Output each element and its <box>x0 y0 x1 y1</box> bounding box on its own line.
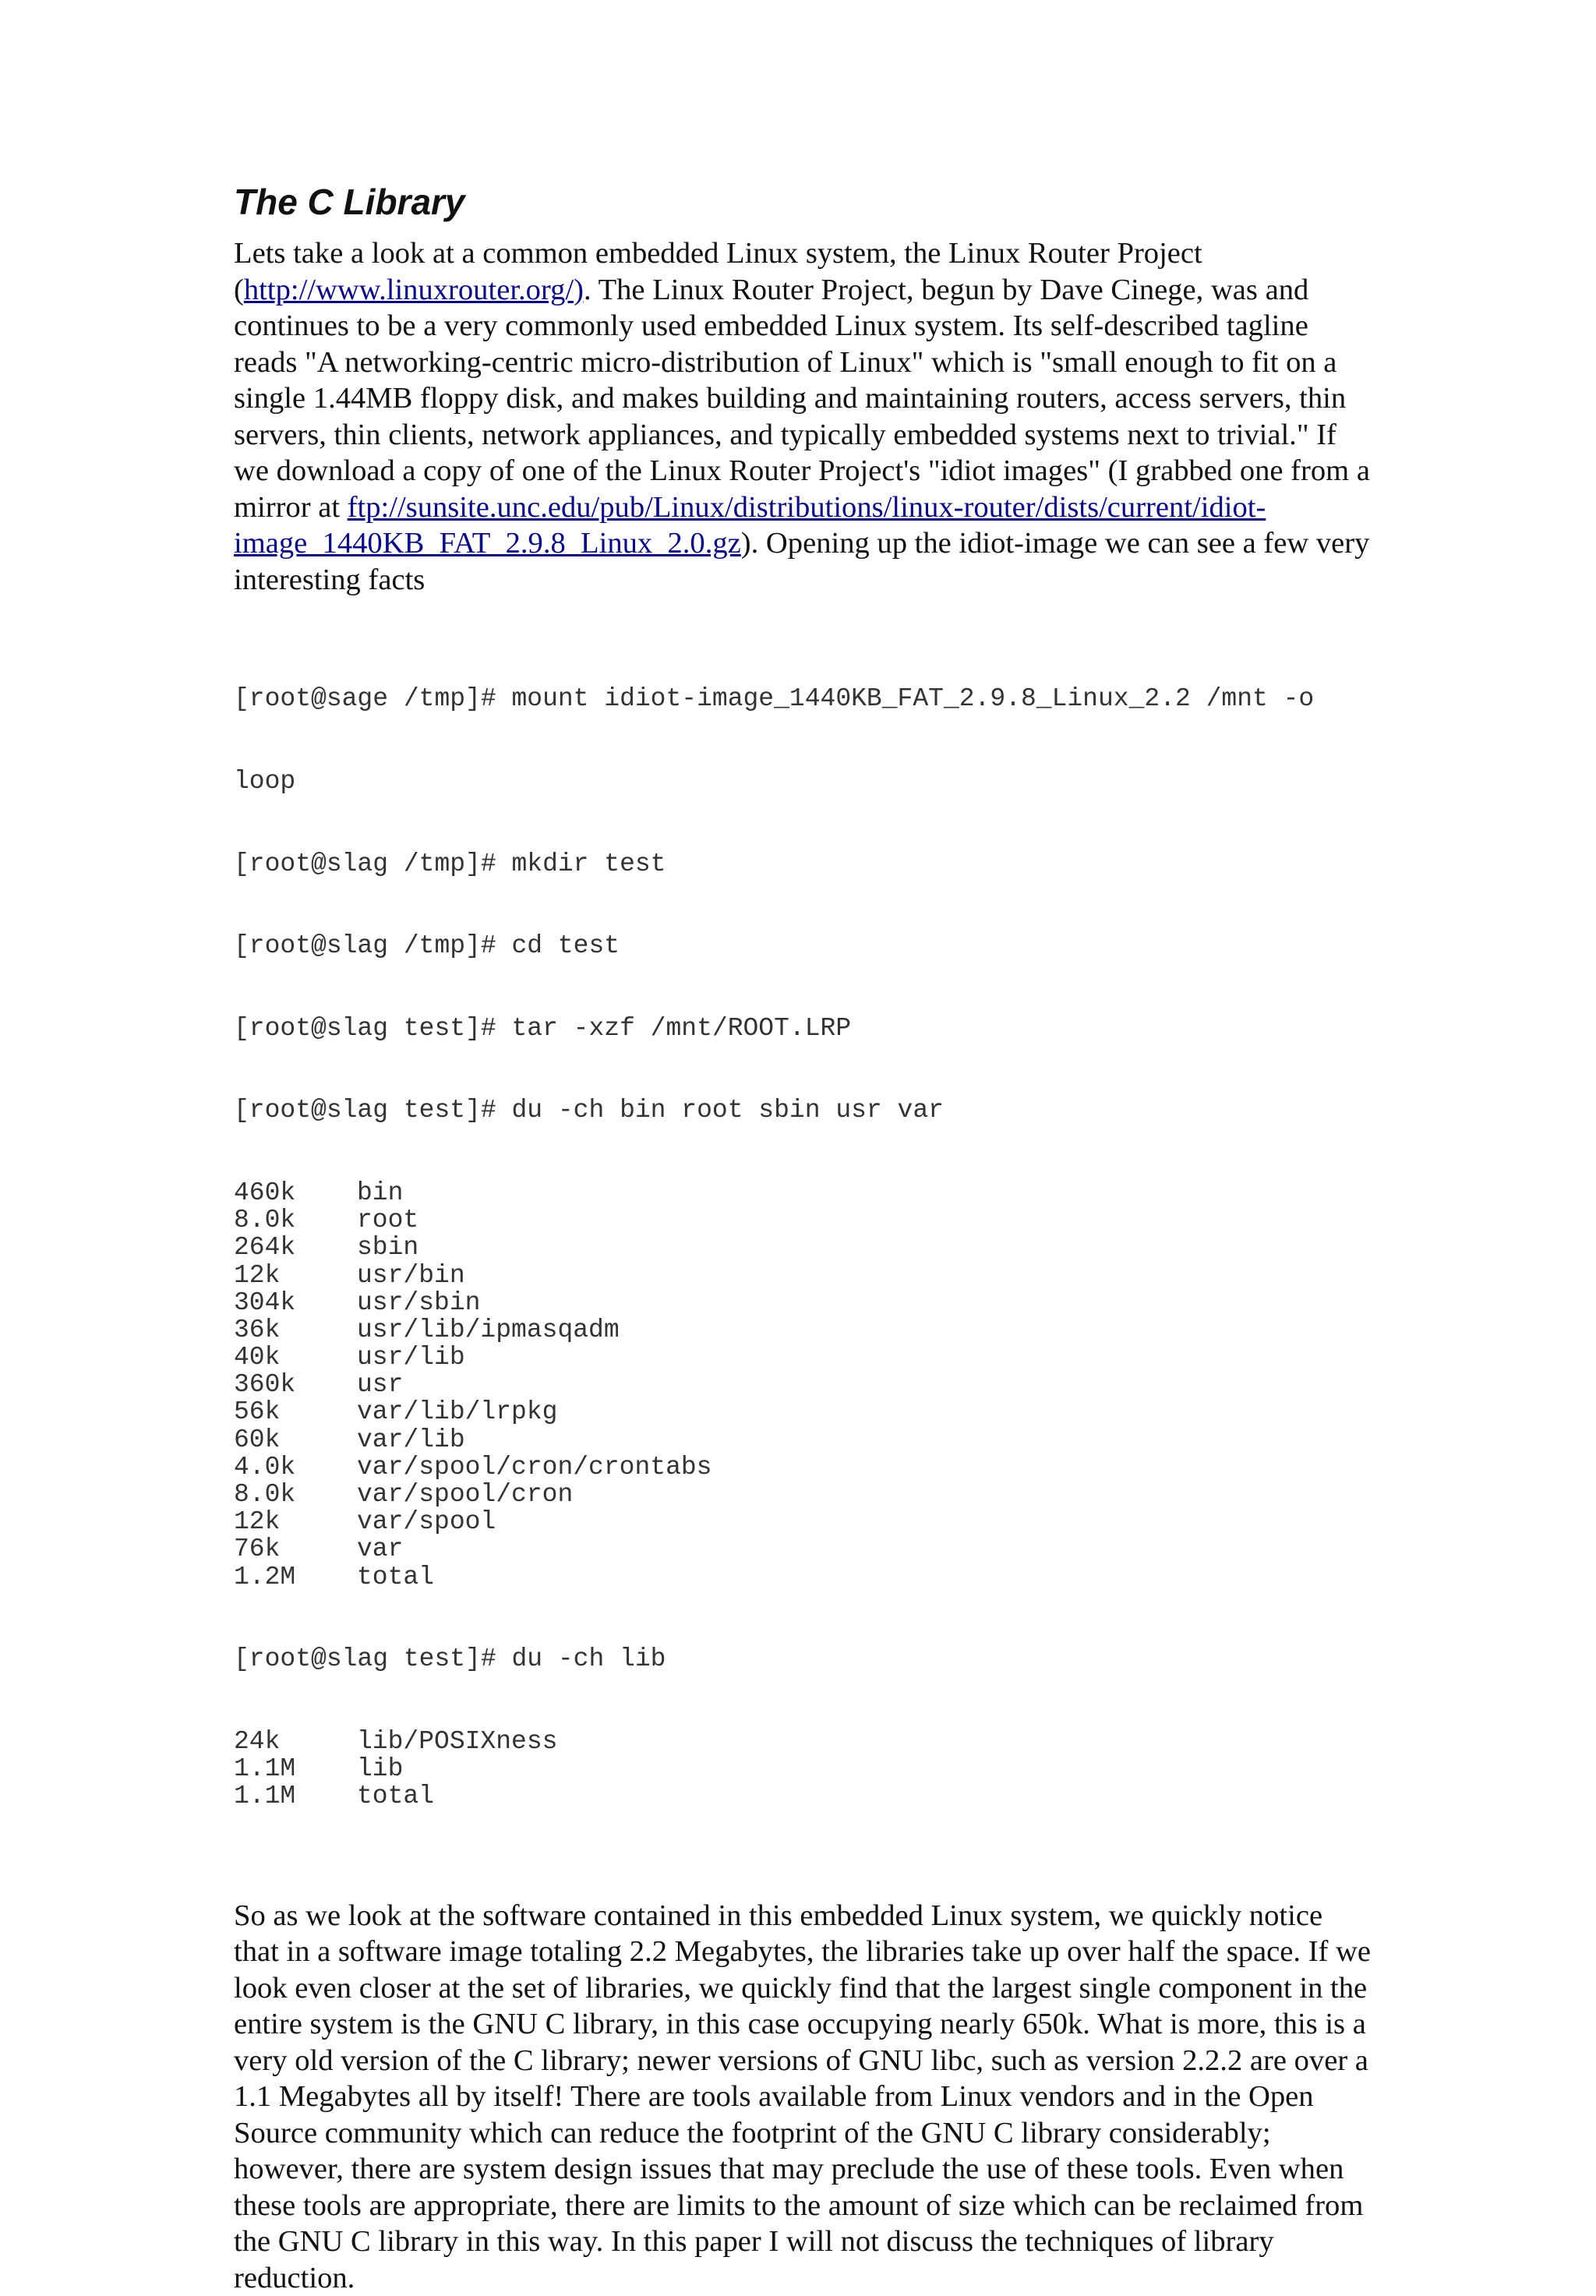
terminal-command-wrap: loop <box>234 767 296 796</box>
terminal-command: [root@slag /tmp]# mkdir test <box>234 849 666 878</box>
du-output-row <box>234 1563 1372 1591</box>
du-path: total <box>357 1782 435 1811</box>
du-output-row <box>234 1316 1372 1344</box>
document-page <box>234 184 1372 2296</box>
du-path: lib/POSIXness <box>357 1726 558 1756</box>
du-output-row <box>234 1262 1372 1289</box>
du-size: 264k <box>234 1233 296 1263</box>
du-output-row <box>234 1755 1372 1782</box>
du-path: usr/bin <box>357 1260 465 1290</box>
du-output-row <box>234 1234 1372 1261</box>
du-path: bin <box>357 1178 404 1207</box>
du-path: var/lib/lrpkg <box>357 1397 558 1427</box>
du-size: 460k <box>234 1178 296 1207</box>
linuxrouter-link[interactable]: http://www.linuxrouter.org/) <box>243 273 584 306</box>
terminal-command: [root@slag test]# du -ch lib <box>234 1644 666 1674</box>
du-path: usr/sbin <box>357 1288 481 1317</box>
du-size: 1.1M <box>234 1754 296 1783</box>
du-output-row <box>234 1782 1372 1810</box>
du-output-row <box>234 1728 1372 1755</box>
du-output-row <box>234 1206 1372 1234</box>
terminal-command: [root@slag test]# du -ch bin root sbin usr var <box>234 1096 944 1125</box>
du-path: usr/lib/ipmasqadm <box>357 1315 620 1344</box>
du-path: total <box>357 1562 435 1591</box>
du-output-row <box>234 1289 1372 1316</box>
du-size: 360k <box>234 1370 296 1400</box>
du-output-row <box>234 1179 1372 1206</box>
du-output-2 <box>234 1728 1372 1810</box>
du-size: 76k <box>234 1535 281 1564</box>
du-size: 12k <box>234 1260 281 1290</box>
intro-text-2: . The Linux Router Project, begun by Dave Cinege, was and continues to be a very commonly used embedded Linux system. Its self-described tagline reads "A networking-centric micro-distribution of Linux" which is "small enough to fit on a single 1.44MB floppy disk, and makes building and maintaining routers, access servers, thin servers, thin clients, network appliances, and typically embedded systems next to trivial." If we download a copy of one of the Linux Router Project's "idiot images" (I grabbed one from a mirror at <box>234 273 1370 524</box>
du-output-row <box>234 1481 1372 1508</box>
du-path: root <box>357 1206 419 1235</box>
du-output-row <box>234 1344 1372 1371</box>
du-size: 8.0k <box>234 1206 296 1235</box>
du-size: 12k <box>234 1507 281 1537</box>
sunsite-link-part-2: image_1440KB_FAT_2.9.8_Linux_2.0.gz <box>234 527 741 560</box>
conclusion-paragraph: So as we look at the software contained in this embedded Linux system, we quickly notice that in a software image totaling 2.2 Megabytes, the libraries take up over half the space. If we look even closer at the set of libraries, we quickly find that the largest single component in the entire system is the GNU C library, in this case occupying nearly 650k. What is more, this is a very old version of the C library; newer versions of GNU libc, such as version 2.2.2 are over a 1.1 Megabytes all by itself! There are tools available from Linux vendors and in the Open Source community which can reduce the footprint of the GNU C library considerably; however, there are system design issues that may preclude the use of these tools. Even when these tools are appropriate, there are limits to the amount of size which can be reclaimed from the GNU C library in this way. In this paper I will not discuss the techniques of library reduction. <box>234 1899 1372 2294</box>
terminal-command: [root@slag /tmp]# cd test <box>234 931 620 961</box>
du-path: var/spool/cron <box>357 1480 574 1510</box>
du-path: var/spool <box>357 1507 496 1537</box>
du-output-row <box>234 1454 1372 1481</box>
du-path: sbin <box>357 1233 419 1263</box>
du-output-row <box>234 1371 1372 1398</box>
du-size: 40k <box>234 1343 281 1372</box>
du-path: var/spool/cron/crontabs <box>357 1452 712 1482</box>
du-output-row <box>234 1398 1372 1425</box>
du-path: lib <box>357 1754 404 1783</box>
intro-paragraph <box>234 235 1372 598</box>
du-output-row <box>234 1508 1372 1535</box>
du-output-row <box>234 1426 1372 1454</box>
du-size: 56k <box>234 1397 281 1427</box>
du-path: var <box>357 1535 404 1564</box>
du-output-1 <box>234 1179 1372 1591</box>
du-size: 1.1M <box>234 1782 296 1811</box>
du-path: usr/lib <box>357 1343 465 1372</box>
du-size: 4.0k <box>234 1452 296 1482</box>
du-output-row <box>234 1535 1372 1563</box>
du-size: 36k <box>234 1315 281 1344</box>
du-size: 24k <box>234 1726 281 1756</box>
du-path: usr <box>357 1370 404 1400</box>
du-path: var/lib <box>357 1425 465 1454</box>
section-heading: The C Library <box>234 182 465 222</box>
intro-text-3: ). Opening up the idiot-image we can see a few very interesting facts <box>234 527 1370 596</box>
sunsite-link-part-1: ftp://sunsite.unc.edu/pub/Linux/distributions/linux-router/dists/current/idiot- <box>347 490 1266 524</box>
terminal-command: [root@sage /tmp]# mount idiot-image_1440KB_FAT_2.9.8_Linux_2.2 /mnt -o <box>234 684 1315 714</box>
du-size: 8.0k <box>234 1480 296 1510</box>
intro-text-1: Lets take a look at a common embedded Linux system, the Linux Router Project ( <box>234 237 1202 306</box>
du-size: 1.2M <box>234 1562 296 1591</box>
du-size: 304k <box>234 1288 296 1317</box>
du-size: 60k <box>234 1425 281 1454</box>
terminal-listing <box>234 631 1372 1865</box>
terminal-command: [root@slag test]# tar -xzf /mnt/ROOT.LRP <box>234 1013 852 1043</box>
